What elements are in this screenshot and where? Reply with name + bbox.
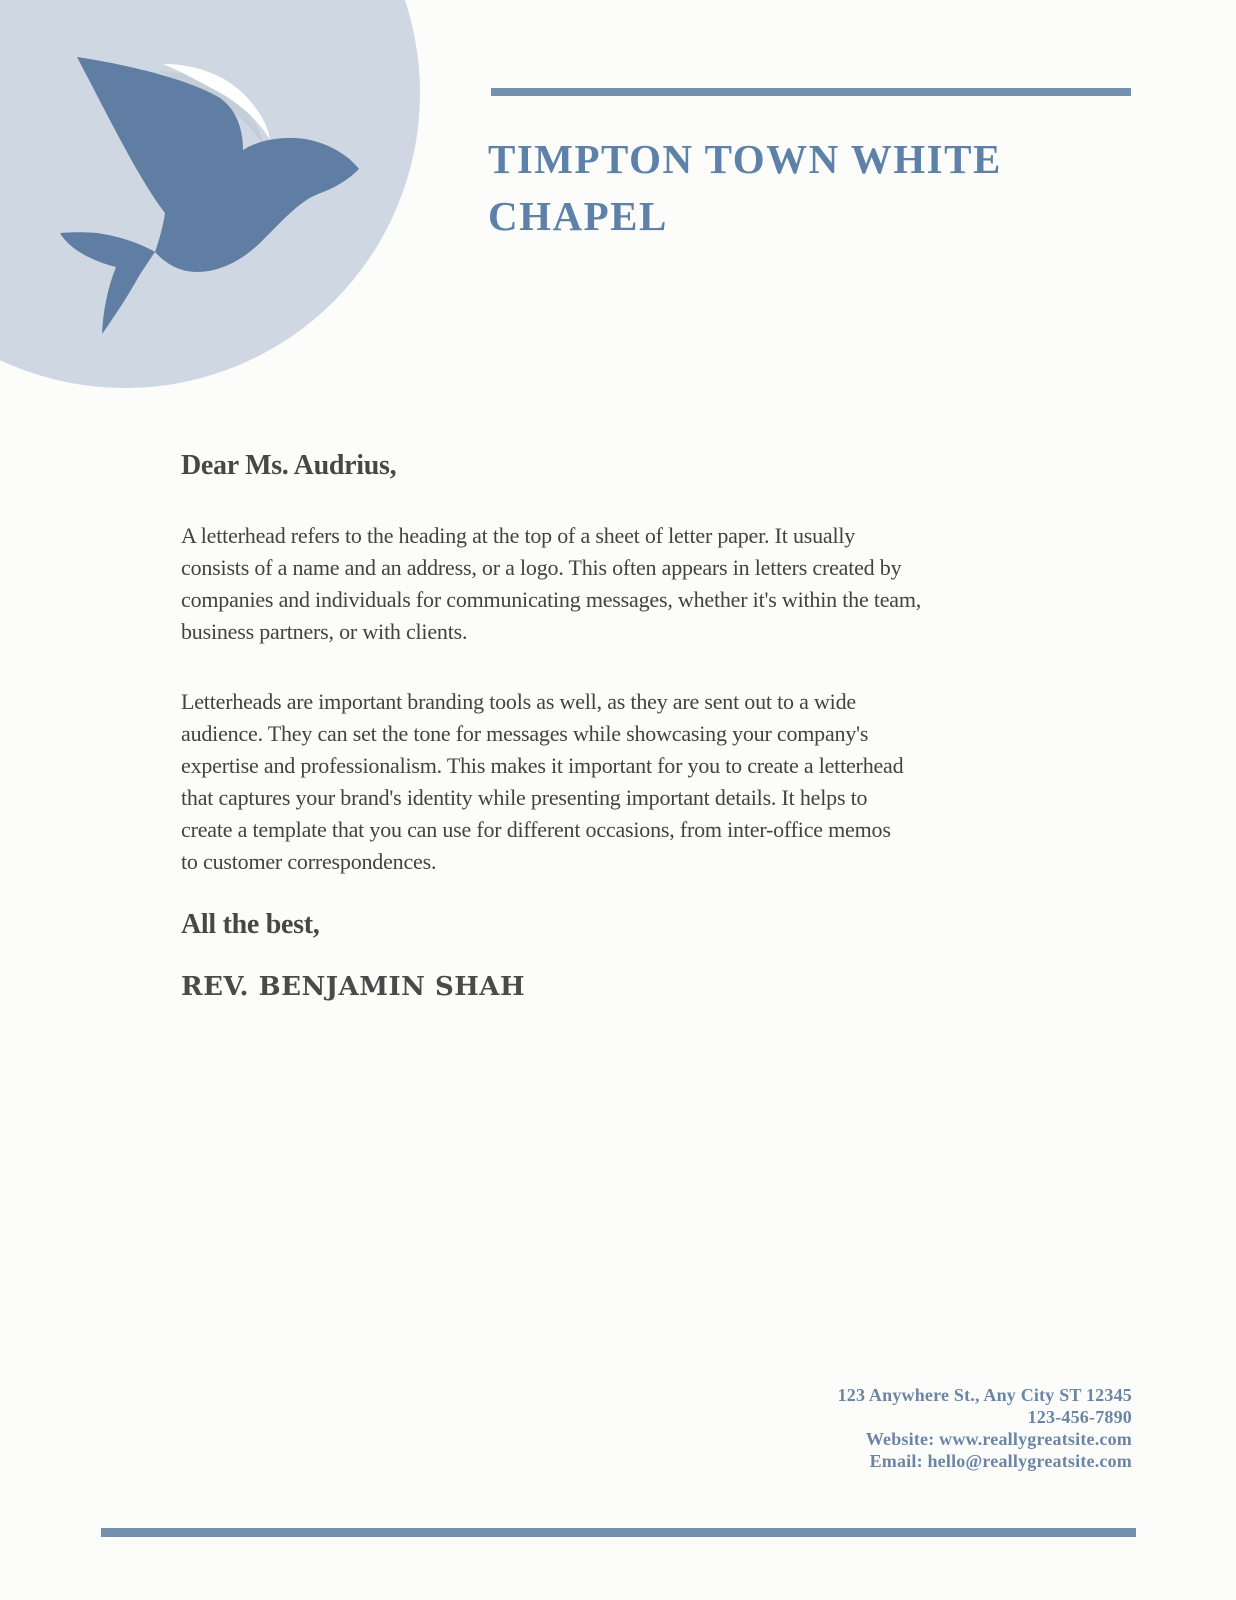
signature: REV. BENJAMIN SHAH <box>181 972 526 1002</box>
footer-email: Email: hello@reallygreatsite.com <box>869 1451 1132 1471</box>
footer-contact-block <box>838 1384 1132 1472</box>
footer-website: Website: www.reallygreatsite.com <box>865 1429 1132 1449</box>
footer-rule <box>101 1528 1136 1537</box>
letter-paragraph: A letterhead refers to the heading at the top of a sheet of letter paper. It usually consists of a name and an address, or a logo. This often appears in letters created by companies and individuals for communicating messages, whether it's within the team, business partners, or with clients. <box>181 523 922 644</box>
footer-address: 123 Anywhere St., Any City ST 12345 <box>837 1385 1132 1405</box>
salutation: Dear Ms. Audrius, <box>181 450 397 481</box>
page-title: TIMPTON TOWN WHITE CHAPEL <box>488 136 1002 239</box>
dove-logo-icon <box>0 0 430 396</box>
closing: All the best, <box>181 909 320 940</box>
header-rule <box>491 88 1131 96</box>
letter-body <box>181 449 1061 1004</box>
letter-paragraph: Letterheads are important branding tools as well, as they are sent out to a wide audience. They can set the tone for messages while showcasing your company's expertise and professionalism. This makes it important for you to create a letterhead that captures your brand's identity while presenting important details. It helps to create a template that you can use for different occasions, from inter-office memos to customer correspondences. <box>181 689 904 874</box>
footer-phone: 123-456-7890 <box>1027 1407 1132 1427</box>
